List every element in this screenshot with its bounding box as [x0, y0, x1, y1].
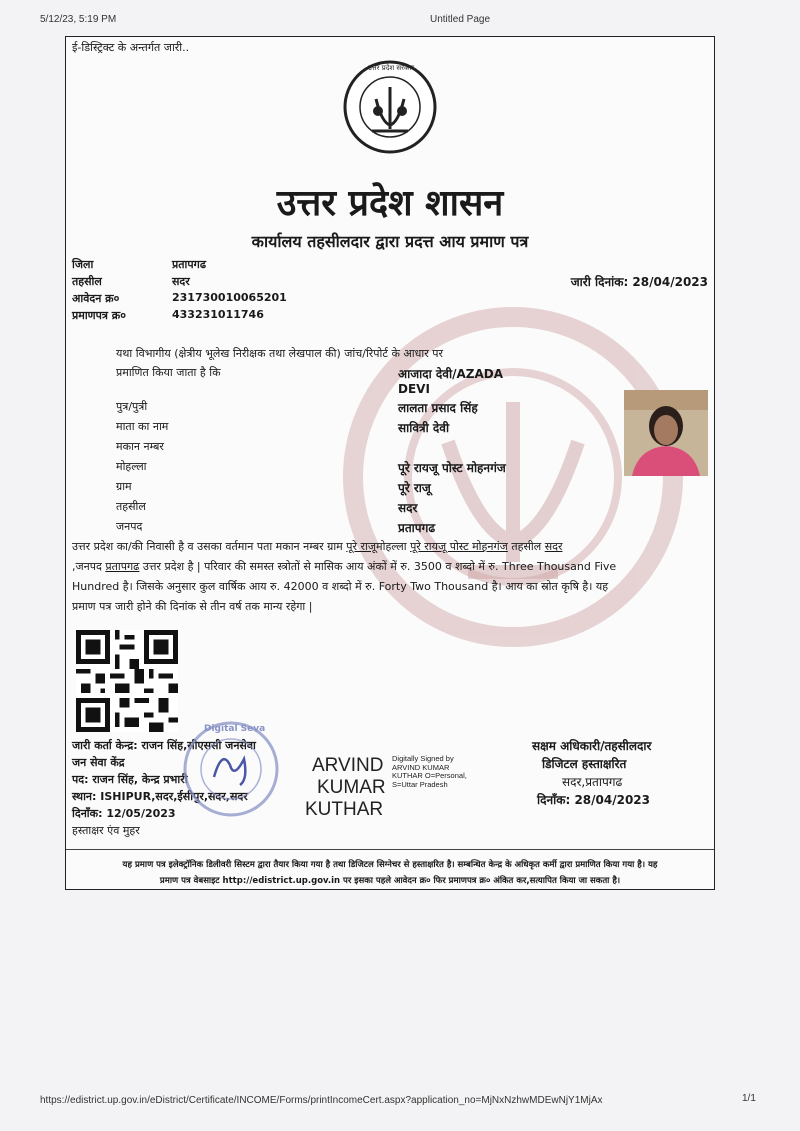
issue-date: जारी दिनांक: 28/04/2023	[570, 275, 708, 289]
monthly-income-words: Three Thousand Five	[502, 560, 617, 573]
meta-label: जिला	[72, 258, 94, 271]
digital-signature-details	[392, 755, 502, 789]
body-text: व शब्दो में रु.	[322, 580, 376, 593]
issuer-place: स्थान: ISHIPUR,सदर,ईसीपुर,सदर,सदर	[72, 790, 248, 803]
footer-divider	[66, 849, 714, 850]
authority-office: सदर,प्रतापगढ	[562, 775, 623, 789]
issuer-center-2: जन सेवा केंद्र	[72, 756, 125, 769]
field-label: प्रमाणित किया जाता है कि	[116, 366, 221, 379]
body-text: उत्तर प्रदेश है | परिवार की समस्त स्त्रोतों से मासिक आय अंकों में रु.	[142, 560, 411, 573]
field-label: पुत्र/पुत्री	[116, 400, 148, 413]
digital-signature-name	[302, 755, 386, 821]
footer-line: यह प्रमाण पत्र इलेक्ट्रॉनिक डिलीवरी सिस्टम द्वारा तैयार किया गया है तथा डिजिटल सिग्नेचर से हस्ताक्षरित है। सम्बन्धित केन्द्र के अधिकृत कर्मी द्वारा प्रमाणित किया गया है। यह	[122, 860, 658, 870]
top-note: ई-डिस्ट्रिक्ट के अन्तर्गत जारी..	[72, 41, 190, 54]
field-value: आजादा देवी/AZADA	[398, 367, 503, 381]
field-value: पूरे रायजू पोस्ट मोहनगंज	[398, 461, 506, 475]
print-url: https://edistrict.up.gov.in/eDistrict/Certificate/INCOME/Forms/printIncomeCert.aspx?application_no=MjNxNzhwMDEwNjY1MjAx	[40, 1095, 603, 1106]
authority-date: दिनाँक: 28/04/2023	[537, 793, 651, 807]
field-value: सदर	[398, 501, 418, 515]
authority-digital: डिजिटल हस्ताक्षरित	[542, 757, 627, 771]
body-village: पूरे राजू	[346, 540, 377, 553]
field-label: मकान नम्बर	[116, 440, 164, 453]
field-label: माता का नाम	[116, 420, 169, 433]
monthly-income: 3500	[413, 560, 442, 573]
body-text: तहसील	[511, 540, 542, 553]
body-district: प्रतापगढ	[105, 560, 140, 573]
body-text: व शब्दो में रु.	[445, 560, 499, 573]
seal-text: Digital Seva	[204, 724, 266, 734]
signature-detail: KUTHAR O=Personal,	[392, 771, 467, 780]
field-value: DEVI	[398, 382, 430, 396]
signer-name-line: KUTHAR	[305, 799, 384, 820]
field-label: तहसील	[116, 500, 146, 513]
authority-block	[532, 737, 702, 809]
body-text: है। आय का स्रोत कृषि है। यह	[491, 580, 609, 593]
meta-label: आवेदन क्र०	[72, 292, 120, 305]
qr-code	[76, 630, 178, 732]
print-page-title: Untitled Page	[430, 14, 491, 25]
meta-row-certificate	[72, 308, 372, 324]
annual-income: 42000	[283, 580, 319, 593]
body-text: उत्तर प्रदेश का/की निवासी है व उसका वर्तमान पता मकान नम्बर ग्राम	[72, 540, 343, 553]
field-label: जनपद	[116, 520, 143, 533]
signature-detail: ARVIND KUMAR	[392, 762, 450, 772]
authority-title: सक्षम अधिकारी/तहसीलदार	[532, 739, 652, 753]
details-list	[116, 365, 556, 565]
print-page-number: 1/1	[742, 1093, 756, 1104]
meta-value: सदर	[172, 275, 190, 288]
meta-label: तहसील	[72, 275, 102, 288]
field-label: मोहल्ला	[116, 460, 147, 473]
field-value: लालता प्रसाद सिंह	[398, 401, 478, 415]
field-label: ग्राम	[116, 480, 132, 493]
signature-detail: S=Uttar Pradesh	[392, 779, 448, 789]
emblem-text: उत्तर प्रदेश सरकार	[367, 64, 415, 72]
sub-heading: कार्यालय तहसीलदार द्वारा प्रदत्त आय प्रमाण पत्र	[251, 232, 529, 251]
issuer-date: दिनाँक: 12/05/2023	[72, 807, 176, 820]
field-value: पूरे राजू	[398, 481, 431, 495]
body-text: Hundred	[72, 580, 120, 593]
field-value: प्रतापगढ	[398, 521, 436, 535]
signature-detail: Digitally Signed by	[392, 754, 454, 763]
applicant-photo	[624, 390, 708, 476]
up-government-emblem-icon	[342, 59, 438, 155]
meta-row-application	[72, 291, 372, 307]
intro-text: यथा विभागीय (क्षेत्रीय भूलेख निरीक्षक तथा लेखपाल की) जांच/रिपोर्ट के आधार पर	[116, 347, 443, 360]
footer-line: प्रमाण पत्र वेबसाइट http://edistrict.up.gov.in पर इसका पहले आवेदन क्र० फिर प्रमाणपत्र क्र० अंकित कर,सत्यापित किया जा सकता है।	[159, 876, 621, 886]
issuer-post: पद: राजन सिंह, केन्द्र प्रभारी	[72, 773, 188, 786]
signer-name-line: ARVIND	[312, 755, 384, 776]
body-text: प्रमाण पत्र जारी होने की दिनांक से तीन वर्ष तक मान्य रहेगा |	[72, 600, 313, 613]
body-text: है। जिसके अनुसार कुल वार्षिक आय रु.	[122, 580, 281, 593]
body-tehsil: सदर	[544, 540, 563, 553]
income-certificate	[65, 36, 715, 890]
body-mohalla: पूरे रायजू पोस्ट मोहनगंज	[410, 540, 508, 553]
footer-note	[72, 857, 708, 889]
issuer-sign-label: हस्ताक्षर एंव मुहर	[72, 824, 140, 837]
meta-row-tehsil	[72, 274, 372, 290]
signer-name-line: KUMAR	[317, 777, 386, 798]
body-text: ,जनपद	[72, 560, 102, 573]
main-heading: उत्तर प्रदेश शासन	[276, 182, 504, 224]
meta-value: 231730010065201	[172, 291, 287, 304]
field-value: सावित्री देवी	[398, 421, 450, 435]
certificate-body	[72, 537, 712, 617]
annual-income-words: Forty Two Thousand	[378, 580, 489, 593]
meta-value: प्रतापगढ	[172, 258, 207, 271]
print-datetime: 5/12/23, 5:19 PM	[40, 14, 117, 25]
body-text: मोहल्ला	[376, 540, 407, 553]
issuer-center: जारी कर्ता केन्द्र: राजन सिंह,सीएससी जनसेवा	[72, 739, 256, 752]
meta-value: 433231011746	[172, 308, 264, 321]
meta-label: प्रमाणपत्र क्र०	[72, 309, 126, 322]
csc-seal-icon	[170, 719, 292, 819]
meta-row-district	[72, 257, 372, 273]
